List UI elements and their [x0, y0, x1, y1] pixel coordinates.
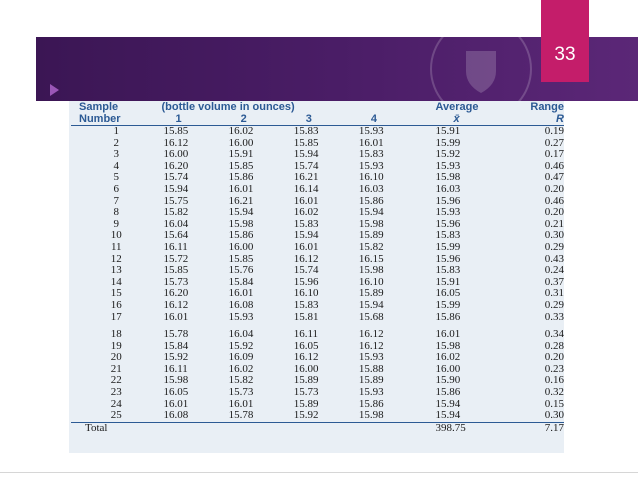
- volume-3-cell: 15.89: [293, 374, 319, 387]
- range-cell: 0.20: [544, 182, 564, 195]
- sample-number-cell: 23: [110, 386, 122, 399]
- volume-2-cell: 15.98: [228, 217, 254, 230]
- table-row: [71, 207, 564, 219]
- header-col-3: 3: [292, 113, 357, 126]
- table-total-row: [71, 422, 564, 434]
- volume-1-cell: 16.12: [163, 298, 189, 311]
- volume-4-cell: 15.94: [358, 298, 384, 311]
- volume-3-cell: 15.73: [293, 386, 319, 399]
- volume-2-cell: 15.85: [228, 159, 254, 172]
- volume-4-cell: 15.89: [358, 374, 384, 387]
- footer-divider: [0, 472, 638, 473]
- average-cell: 15.91: [435, 125, 461, 137]
- volume-3-cell: 16.01: [293, 194, 319, 207]
- average-cell: 15.83: [435, 229, 461, 242]
- range-cell: 0.19: [544, 125, 564, 137]
- volume-3-cell: 16.00: [293, 362, 319, 375]
- volume-2-cell: 16.08: [228, 298, 254, 311]
- volume-1-cell: 16.01: [163, 310, 189, 323]
- volume-4-cell: 16.12: [358, 339, 384, 352]
- volume-1-cell: 15.74: [163, 171, 189, 184]
- volume-1-cell: 16.20: [163, 287, 189, 300]
- sample-number-cell: 14: [110, 275, 122, 288]
- volume-4-cell: 16.03: [358, 182, 384, 195]
- average-cell: 15.94: [435, 409, 461, 422]
- sample-number-cell: 10: [110, 229, 122, 242]
- table-row: [71, 329, 564, 341]
- average-cell: 15.86: [435, 310, 461, 323]
- volume-1-cell: 16.20: [163, 159, 189, 172]
- volume-4-cell: 15.93: [358, 386, 384, 399]
- table-body: [71, 126, 564, 423]
- average-cell: 15.99: [435, 298, 461, 311]
- volume-2-cell: 16.00: [228, 136, 254, 149]
- volume-2-cell: 15.85: [228, 252, 254, 265]
- header-col-4: 4: [357, 113, 422, 126]
- volume-3-cell: 15.74: [293, 264, 319, 277]
- volume-1-cell: 15.94: [163, 182, 189, 195]
- range-cell: 0.23: [544, 362, 564, 375]
- header-xbar: x̄: [435, 113, 516, 126]
- volume-4-cell: 15.93: [358, 125, 384, 137]
- table-row: [71, 300, 564, 312]
- volume-4-cell: 15.86: [358, 194, 384, 207]
- table-row: [71, 265, 564, 277]
- sample-number-cell: 1: [113, 125, 119, 137]
- sample-number-cell: 6: [113, 182, 119, 195]
- table-row: [71, 387, 564, 399]
- header-bottle-volume: (bottle volume in ounces): [161, 101, 295, 113]
- sample-number-cell: 25: [110, 409, 122, 422]
- sample-number-cell: 15: [110, 287, 122, 300]
- volume-2-cell: 16.01: [228, 182, 254, 195]
- volume-4-cell: 16.15: [358, 252, 384, 265]
- volume-3-cell: 15.83: [293, 125, 319, 137]
- range-cell: 0.43: [544, 252, 564, 265]
- volume-3-cell: 15.83: [293, 298, 319, 311]
- average-cell: 16.02: [435, 351, 461, 364]
- range-cell: 0.37: [544, 275, 564, 288]
- average-cell: 15.92: [435, 148, 461, 161]
- volume-1-cell: 15.84: [163, 339, 189, 352]
- volume-2-cell: 16.02: [228, 362, 254, 375]
- volume-1-cell: 15.72: [163, 252, 189, 265]
- header-range: Range: [530, 101, 564, 113]
- volume-4-cell: 16.12: [358, 328, 384, 341]
- average-cell: 16.00: [435, 362, 461, 375]
- volume-2-cell: 16.04: [228, 328, 254, 341]
- average-cell: 15.91: [435, 275, 461, 288]
- range-cell: 0.30: [544, 229, 564, 242]
- range-cell: 0.30: [544, 409, 564, 422]
- header-r: R: [516, 113, 564, 126]
- range-cell: 0.20: [544, 351, 564, 364]
- volume-3-cell: 15.81: [293, 310, 319, 323]
- volume-4-cell: 15.88: [358, 362, 384, 375]
- volume-4-cell: 15.98: [358, 264, 384, 277]
- volume-4-cell: 15.89: [358, 287, 384, 300]
- sample-number-cell: 2: [113, 136, 119, 149]
- volume-3-cell: 16.11: [293, 328, 319, 341]
- volume-2-cell: 15.94: [228, 206, 254, 219]
- average-cell: 15.99: [435, 136, 461, 149]
- table-row: [71, 126, 564, 138]
- shield-watermark-icon: [426, 37, 536, 101]
- header-col-1: 1: [161, 113, 226, 126]
- volume-3-cell: 16.12: [293, 351, 319, 364]
- volume-3-cell: 15.96: [293, 275, 319, 288]
- average-cell: 15.93: [435, 206, 461, 219]
- volume-4-cell: 15.98: [358, 409, 384, 422]
- sample-number-cell: 13: [110, 264, 122, 277]
- volume-3-cell: 16.05: [293, 339, 319, 352]
- volume-2-cell: 15.78: [228, 409, 254, 422]
- sample-number-cell: 11: [110, 240, 122, 253]
- volume-3-cell: 16.10: [293, 287, 319, 300]
- volume-2-cell: 15.91: [228, 148, 254, 161]
- range-cell: 0.31: [544, 287, 564, 300]
- volume-2-cell: 16.00: [228, 240, 254, 253]
- volume-2-cell: 16.09: [228, 351, 254, 364]
- average-cell: 16.05: [435, 287, 461, 300]
- sample-number-cell: 7: [113, 194, 119, 207]
- volume-3-cell: 15.83: [293, 217, 319, 230]
- volume-4-cell: 15.83: [358, 148, 384, 161]
- volume-4-cell: 15.86: [358, 397, 384, 410]
- volume-1-cell: 15.98: [163, 374, 189, 387]
- average-cell: 15.86: [435, 386, 461, 399]
- volume-3-cell: 15.74: [293, 159, 319, 172]
- range-cell: 0.27: [544, 136, 564, 149]
- data-table-card: [69, 101, 564, 453]
- average-cell: 15.94: [435, 397, 461, 410]
- total-average: 398.75: [435, 422, 516, 434]
- table-row: [71, 242, 564, 254]
- volume-1-cell: 16.08: [163, 409, 189, 422]
- volume-1-cell: 15.64: [163, 229, 189, 242]
- range-cell: 0.34: [544, 328, 564, 341]
- volume-4-cell: 16.01: [358, 136, 384, 149]
- volume-3-cell: 16.01: [293, 240, 319, 253]
- sample-number-cell: 19: [110, 339, 122, 352]
- average-cell: 15.93: [435, 159, 461, 172]
- range-cell: 0.33: [544, 310, 564, 323]
- sample-number-cell: 20: [110, 351, 122, 364]
- volume-1-cell: 16.11: [163, 240, 188, 253]
- volume-4-cell: 15.82: [358, 240, 384, 253]
- volume-4-cell: 15.89: [358, 229, 384, 242]
- volume-2-cell: 15.93: [228, 310, 254, 323]
- average-cell: 15.96: [435, 252, 461, 265]
- volume-3-cell: 15.94: [293, 229, 319, 242]
- sample-number-cell: 17: [110, 310, 122, 323]
- sample-number-cell: 22: [110, 374, 122, 387]
- table-header-row-1: [71, 101, 564, 113]
- volume-4-cell: 15.93: [358, 351, 384, 364]
- range-cell: 0.29: [544, 240, 564, 253]
- volume-1-cell: 16.01: [163, 397, 189, 410]
- volume-4-cell: 16.10: [358, 171, 384, 184]
- volume-1-cell: 16.05: [163, 386, 189, 399]
- volume-1-cell: 15.75: [163, 194, 189, 207]
- volume-3-cell: 15.85: [293, 136, 319, 149]
- volume-4-cell: 15.94: [358, 206, 384, 219]
- volume-1-cell: 16.00: [163, 148, 189, 161]
- volume-3-cell: 15.94: [293, 148, 319, 161]
- volume-2-cell: 16.21: [228, 194, 254, 207]
- volume-3-cell: 16.21: [293, 171, 319, 184]
- volume-1-cell: 15.78: [163, 328, 189, 341]
- range-cell: 0.46: [544, 159, 564, 172]
- sample-number-cell: 16: [110, 298, 122, 311]
- volume-1-cell: 15.82: [163, 206, 189, 219]
- volume-1-cell: 15.85: [163, 125, 189, 137]
- range-cell: 0.21: [544, 217, 564, 230]
- sample-number-cell: 18: [110, 328, 122, 341]
- header-average: Average: [435, 101, 479, 113]
- range-cell: 0.32: [544, 386, 564, 399]
- volume-2-cell: 15.92: [228, 339, 254, 352]
- range-cell: 0.24: [544, 264, 564, 277]
- sample-number-cell: 8: [113, 206, 119, 219]
- table-row: [71, 312, 564, 324]
- volume-4-cell: 16.10: [358, 275, 384, 288]
- average-cell: 15.98: [435, 171, 461, 184]
- bullet-arrow-icon: [50, 84, 59, 96]
- sample-number-cell: 21: [110, 362, 122, 375]
- sample-number-cell: 5: [113, 171, 119, 184]
- volume-3-cell: 16.12: [293, 252, 319, 265]
- volume-4-cell: 15.98: [358, 217, 384, 230]
- header-number: Number: [71, 113, 161, 126]
- table-header-row-2: [71, 113, 564, 126]
- range-cell: 0.17: [544, 148, 564, 161]
- slide-number: 33: [554, 44, 576, 65]
- volume-2-cell: 16.01: [228, 287, 254, 300]
- volume-2-cell: 15.86: [228, 229, 254, 242]
- volume-3-cell: 16.14: [293, 182, 319, 195]
- sample-number-cell: 3: [113, 148, 119, 161]
- slide-number-tab: [541, 0, 589, 82]
- volume-1-cell: 15.92: [163, 351, 189, 364]
- average-cell: 15.83: [435, 264, 461, 277]
- sample-number-cell: 4: [113, 159, 119, 172]
- header-sample: Sample: [79, 101, 119, 113]
- average-cell: 15.99: [435, 240, 461, 253]
- range-cell: 0.20: [544, 206, 564, 219]
- table-row: [71, 410, 564, 422]
- volume-4-cell: 15.68: [358, 310, 384, 323]
- range-cell: 0.15: [544, 397, 564, 410]
- average-cell: 15.90: [435, 374, 461, 387]
- header-col-2: 2: [227, 113, 292, 126]
- volume-1-cell: 16.11: [163, 362, 188, 375]
- volume-2-cell: 15.76: [228, 264, 254, 277]
- average-cell: 16.03: [435, 182, 461, 195]
- volume-1-cell: 15.73: [163, 275, 189, 288]
- volume-3-cell: 16.02: [293, 206, 319, 219]
- sample-number-cell: 12: [110, 252, 122, 265]
- volume-3-cell: 15.92: [293, 409, 319, 422]
- bottle-volume-table: [71, 101, 564, 434]
- average-cell: 15.96: [435, 194, 461, 207]
- total-range: 7.17: [516, 422, 564, 434]
- range-cell: 0.47: [544, 171, 564, 184]
- volume-3-cell: 15.89: [293, 397, 319, 410]
- volume-2-cell: 15.73: [228, 386, 254, 399]
- average-cell: 15.98: [435, 339, 461, 352]
- sample-number-cell: 9: [113, 217, 119, 230]
- range-cell: 0.16: [544, 374, 564, 387]
- total-label: Total: [71, 422, 161, 434]
- volume-1-cell: 16.04: [163, 217, 189, 230]
- volume-1-cell: 15.85: [163, 264, 189, 277]
- volume-2-cell: 15.84: [228, 275, 254, 288]
- volume-2-cell: 16.01: [228, 397, 254, 410]
- range-cell: 0.46: [544, 194, 564, 207]
- sample-number-cell: 24: [110, 397, 122, 410]
- table-row: [71, 184, 564, 196]
- range-cell: 0.29: [544, 298, 564, 311]
- volume-2-cell: 15.82: [228, 374, 254, 387]
- volume-2-cell: 15.86: [228, 171, 254, 184]
- volume-1-cell: 16.12: [163, 136, 189, 149]
- volume-2-cell: 16.02: [228, 125, 254, 137]
- volume-4-cell: 15.93: [358, 159, 384, 172]
- average-cell: 16.01: [435, 328, 461, 341]
- average-cell: 15.96: [435, 217, 461, 230]
- range-cell: 0.28: [544, 339, 564, 352]
